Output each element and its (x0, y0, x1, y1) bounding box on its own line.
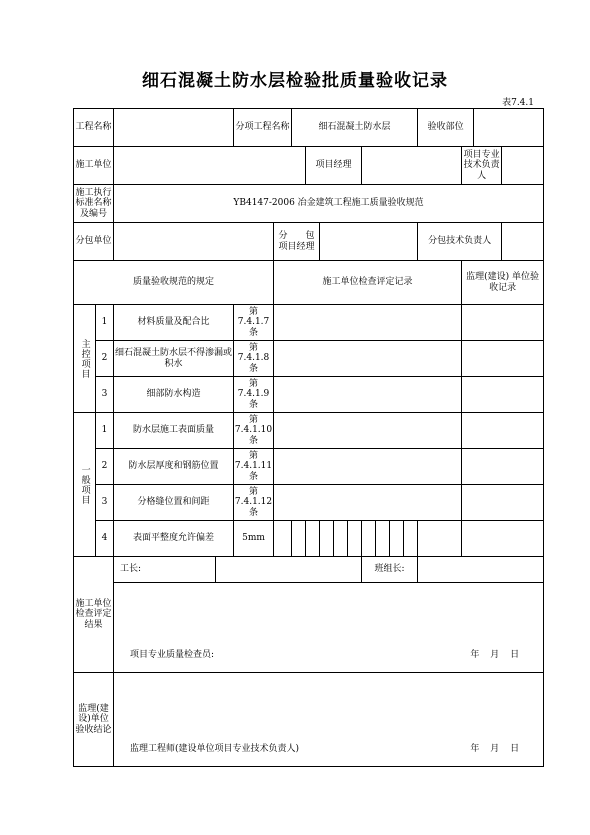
general-item-supervisor-record[interactable] (462, 485, 544, 521)
main-item-clause: 第7.4.1.9条 (234, 377, 274, 413)
project-manager-value[interactable] (362, 147, 462, 185)
deviation-cell[interactable] (334, 521, 348, 557)
standard-value[interactable]: YB4147-2006 冶金建筑工程施工质量验收规范 (114, 185, 544, 223)
sub-project-label: 分项工程名称 (234, 109, 292, 147)
subcontractor-label: 分包单位 (74, 223, 114, 261)
general-item-no: 2 (96, 449, 114, 485)
table-number: 表7.4.1 (502, 98, 534, 108)
supervisor-result-area[interactable] (114, 673, 544, 767)
tech-lead-value[interactable] (502, 147, 544, 185)
contractor-label: 施工单位 (74, 147, 114, 185)
general-item-name: 防水层施工表面质量 (114, 413, 234, 449)
supervisor-date-label: 年 月 日 (470, 743, 520, 754)
page-title: 细石混凝土防水层检验批质量验收记录 (142, 71, 448, 91)
main-item-clause: 第7.4.1.8条 (234, 341, 274, 377)
deviation-cell[interactable] (390, 521, 404, 557)
general-item-contractor-record[interactable] (274, 413, 462, 449)
main-item-supervisor-record[interactable] (462, 341, 544, 377)
general-item-contractor-record[interactable] (274, 449, 462, 485)
deviation-cell[interactable] (362, 521, 376, 557)
main-item-contractor-record[interactable] (274, 341, 462, 377)
deviation-cell[interactable] (320, 521, 334, 557)
deviation-cell[interactable] (292, 521, 306, 557)
main-item-contractor-record[interactable] (274, 377, 462, 413)
main-item-name: 细部防水构造 (114, 377, 234, 413)
deviation-cell[interactable] (376, 521, 390, 557)
contractor-result-area[interactable] (114, 583, 544, 673)
general-item-contractor-record[interactable] (274, 485, 462, 521)
contractor-result-label: 施工单位检查评定结果 (74, 557, 114, 673)
general-items-group: 一般项目 (74, 413, 96, 557)
project-name-value[interactable] (114, 109, 234, 147)
general-item-clause: 第7.4.1.12条 (234, 485, 274, 521)
general-item-name: 分格缝位置和间距 (114, 485, 234, 521)
sub-project-manager-value[interactable] (320, 223, 418, 261)
main-item-clause: 第7.4.1.7条 (234, 305, 274, 341)
general-item-no: 3 (96, 485, 114, 521)
general-item-supervisor-record[interactable] (462, 521, 544, 557)
project-manager-label: 项目经理 (306, 147, 362, 185)
supervisor-check-header: 监理(建设) 单位验收记录 (462, 261, 544, 305)
main-item-contractor-record[interactable] (274, 305, 462, 341)
general-item-clause: 第7.4.1.11条 (234, 449, 274, 485)
acceptance-part-value[interactable] (474, 109, 544, 147)
project-name-label: 工程名称 (74, 109, 114, 147)
deviation-cell[interactable] (306, 521, 320, 557)
main-item-no: 3 (96, 377, 114, 413)
main-item-no: 2 (96, 341, 114, 377)
contractor-date-label: 年 月 日 (470, 649, 520, 660)
acceptance-part-label: 验收部位 (418, 109, 474, 147)
general-item-clause: 第7.4.1.10条 (234, 413, 274, 449)
contractor-check-header: 施工单位检查评定记录 (274, 261, 462, 305)
sub-project-value[interactable]: 细石混凝土防水层 (292, 109, 418, 147)
main-items-group: 主控项目 (74, 305, 96, 413)
general-item-name: 防水层厚度和钢筋位置 (114, 449, 234, 485)
foreman-value[interactable] (216, 557, 362, 583)
deviation-cell[interactable] (418, 521, 462, 557)
sub-tech-lead-value[interactable] (502, 223, 544, 261)
general-item-supervisor-record[interactable] (462, 413, 544, 449)
standard-label: 施工执行标准名称及编号 (74, 185, 114, 223)
sub-tech-lead-label: 分包技术负责人 (418, 223, 502, 261)
main-item-supervisor-record[interactable] (462, 377, 544, 413)
spec-column-header: 质量验收规范的规定 (74, 261, 274, 305)
main-item-no: 1 (96, 305, 114, 341)
main-item-name: 材料质量及配合比 (114, 305, 234, 341)
team-leader-value[interactable] (418, 557, 544, 583)
supervisor-result-label: 监理(建设)单位验收结论 (74, 673, 114, 767)
main-item-supervisor-record[interactable] (462, 305, 544, 341)
main-item-name: 细石混凝土防水层不得渗漏或积水 (114, 341, 234, 377)
subcontractor-value[interactable] (114, 223, 274, 261)
sub-project-manager-label: 分 包 项目经理 (274, 223, 320, 261)
tech-lead-label: 项目专业技术负责人 (462, 147, 502, 185)
acceptance-record-table (73, 108, 544, 767)
deviation-cell[interactable] (404, 521, 418, 557)
deviation-cell[interactable] (348, 521, 362, 557)
general-item-name: 表面平整度允许偏差 (114, 521, 234, 557)
general-item-supervisor-record[interactable] (462, 449, 544, 485)
team-leader-label: 班组长: (362, 557, 418, 583)
supervising-engineer-label: 监理工程师(建设单位项目专业技术负责人) (130, 743, 300, 754)
general-item-no: 1 (96, 413, 114, 449)
quality-inspector-label: 项目专业质量检查员: (130, 649, 215, 660)
general-item-no: 4 (96, 521, 114, 557)
foreman-label: 工长: (114, 557, 216, 583)
general-item-clause: 5mm (234, 521, 274, 557)
contractor-value[interactable] (114, 147, 306, 185)
deviation-cell[interactable] (274, 521, 292, 557)
